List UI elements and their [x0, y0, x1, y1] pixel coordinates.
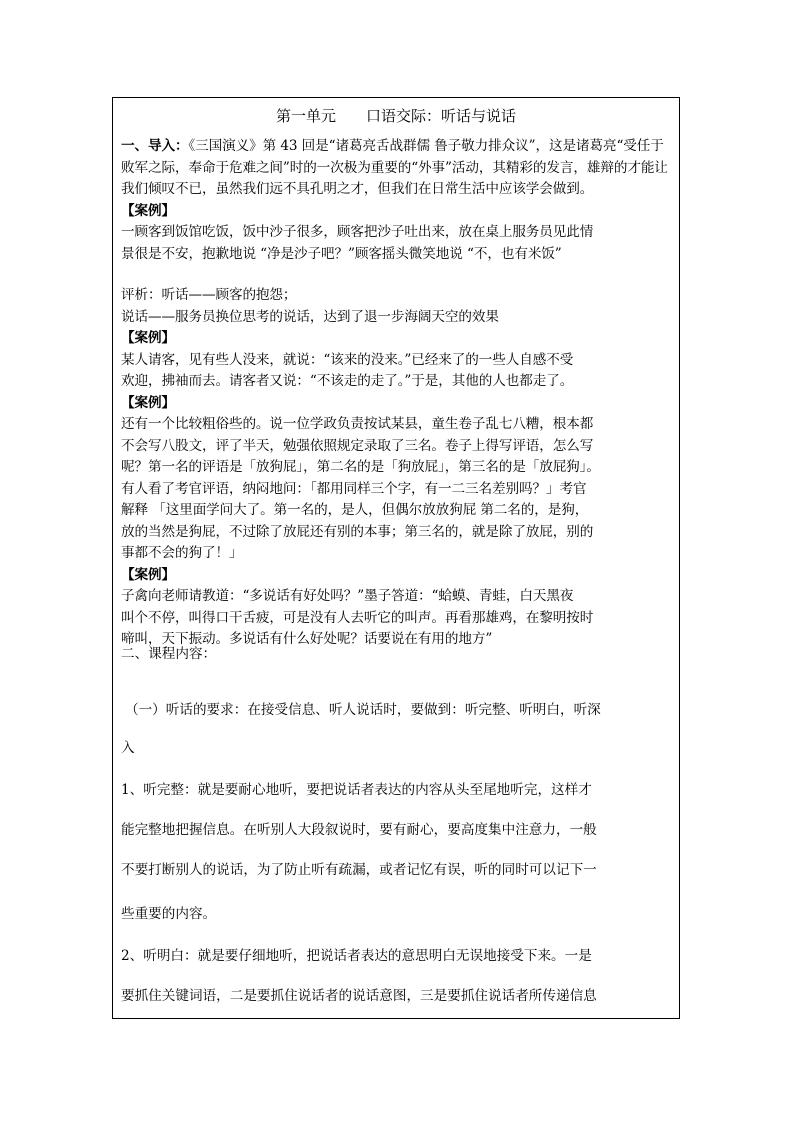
case-label: 【案例】	[121, 330, 175, 346]
case4-line: 子禽向老师请教道：“多说话有好处吗？”墨子答道：“蛤蟆、青蛙，白天黑夜	[121, 588, 574, 604]
item1-line: 不要打断别人的说话，为了防止听有疏漏，或者记忆有误，听的同时可以记下一	[121, 862, 597, 878]
intro-text: 《三国演义》第 43 回是“诸葛亮舌战群儒 鲁子敬力排众议”，这是诸葛亮“受任于败军之际，奉命于危难之间”时的一次极为重要的“外事”活动，其精彩的发言，雄辩的才能让我们倾叹不已，虽然我们远不具孔明之才，但我们在日常生活中应该学会做到。	[121, 138, 668, 197]
case1-analysis: 评析：听话——顾客的抱怨；	[121, 287, 297, 303]
document-table-cell	[112, 97, 680, 1019]
item1-line: 能完整地把握信息。在听别人大段叙说时，要有耐心，要高度集中注意力，一般	[121, 822, 597, 838]
case-label: 【案例】	[121, 202, 175, 219]
intro-paragraph	[121, 136, 674, 201]
section-heading: 二、课程内容：	[121, 646, 217, 662]
case-label: 【案例】	[121, 566, 175, 583]
lesson-body	[121, 136, 674, 651]
item2-line: 2、听明白：就是要仔细地听，把说话者表达的意思明白无误地接受下来。一是	[121, 948, 592, 964]
case3-line: 不会写八股文，评了半天，勉强依照规定录取了三名。卷子上得写评语，怎么写	[121, 437, 594, 454]
case-label: 【案例】	[121, 394, 175, 411]
case3-line: 解释 「这里面学问大了。第一名的，是人，但偶尔放放狗屁 第二名的，是狗，	[121, 502, 589, 518]
listening-requirement-cont: 入	[121, 740, 135, 756]
page-title: 第一单元 口语交际：听话与说话	[275, 107, 516, 125]
item1-line: 1、听完整：就是要耐心地听，要把说话者表达的内容从头至尾地听完，这样才	[121, 782, 592, 798]
case1-line: 景很是不安，抱歉地说 “净是沙子吧？”顾客摇头微笑地说 “不，也有米饭”	[121, 245, 562, 262]
case3-line: 还有一个比较粗俗些的。说一位学政负责按试某县，童生卷子乱七八糟，根本都	[121, 416, 594, 432]
item2-line: 要抓住关键词语，二是要抓住说话者的说话意图，三是要抓住说话者所传递信息	[121, 988, 597, 1004]
case3-line: 有人看了考官评语，纳闷地问：「都用同样三个字，有一二三名差别吗？」考官	[121, 480, 587, 497]
case2-line: 欢迎，拂袖而去。请客者又说：“不该走的走了。”于是，其他的人也都走了。	[121, 373, 574, 389]
case3-line: 呢？第一名的评语是「放狗屁」，第二名的是「狗放屁」，第三名的是「放屁狗」。	[121, 459, 600, 475]
case3-line: 放的当然是狗屁，不过除了放屁还有别的本事；第三名的，就是除了放屁，别的	[121, 523, 594, 540]
case3-line: 事都不会的狗了！」	[121, 545, 243, 561]
case2-line: 某人请客，见有些人没来，就说：“该来的没来。”已经来了的一些人自感不受	[121, 351, 574, 368]
listening-requirement: （一）听话的要求：在接受信息、听人说话时，要做到：听完整、听明白，听深	[125, 702, 601, 718]
intro-label: 一、导入：	[121, 138, 189, 154]
case4-line: 啼叫，天下振动。多说话有什么好处呢？话要说在有用的地方”	[121, 631, 493, 647]
case1-line: 一顾客到饭馆吃饭，饭中沙子很多，顾客把沙子吐出来，放在桌上服务员见此情	[121, 224, 594, 240]
case4-line: 叫个不停，叫得口干舌疲，可是没有人去听它的叫声。再看那雄鸡，在黎明按时	[121, 609, 594, 626]
spacer	[121, 265, 674, 285]
item1-line: 些重要的内容。	[121, 906, 217, 922]
case1-analysis: 说话——服务员换位思考的说话，达到了退一步海阔天空的效果	[121, 308, 499, 325]
